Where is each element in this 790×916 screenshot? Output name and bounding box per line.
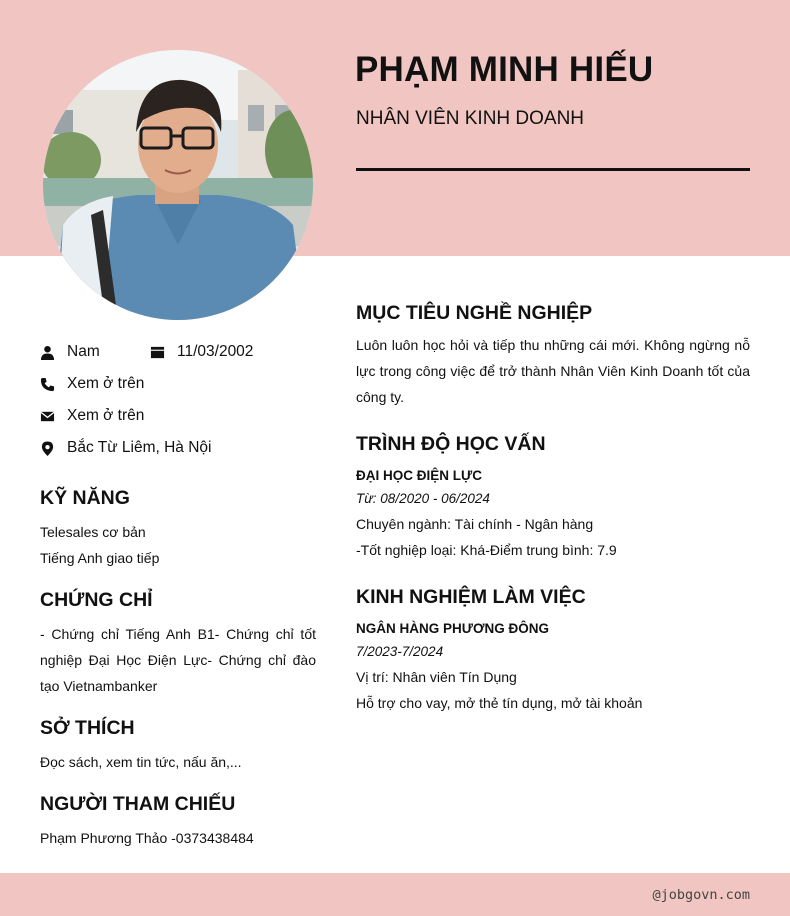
- objective-text: Luôn luôn học hỏi và tiếp thu những cái mới. Không ngừng nỗ lực trong công việc để trở thành Nhân Viên Kinh Doanh tốt của công ty.: [356, 337, 750, 405]
- education-school: ĐẠI HỌC ĐIỆN LỰC: [356, 468, 482, 483]
- certificates-text: - Chứng chỉ Tiếng Anh B1- Chứng chỉ tốt nghiệp Đại Học Điện Lực- Chứng chỉ đào tạo Vietnambanker: [40, 626, 316, 694]
- phone-info: [40, 375, 144, 393]
- certificates-heading: CHỨNG CHỈ: [40, 589, 153, 611]
- address-info: [40, 439, 211, 457]
- skill-item: Telesales cơ bản: [40, 524, 146, 540]
- education-period: Từ: 08/2020 - 06/2024: [356, 491, 490, 506]
- email-info: [40, 407, 144, 425]
- education-heading: TRÌNH ĐỘ HỌC VẤN: [356, 433, 546, 455]
- skills-heading: KỸ NĂNG: [40, 487, 130, 509]
- hobbies-heading: SỞ THÍCH: [40, 717, 135, 739]
- references-heading: NGƯỜI THAM CHIẾU: [40, 793, 236, 815]
- gender-value: Nam: [67, 343, 100, 360]
- experience-period: 7/2023-7/2024: [356, 644, 444, 659]
- education-grade: -Tốt nghiệp loại: Khá-Điểm trung bình: 7.9: [356, 542, 617, 558]
- objective-heading: MỤC TIÊU NGHỀ NGHIỆP: [356, 302, 593, 324]
- candidate-job-title: NHÂN VIÊN KINH DOANH: [356, 108, 585, 129]
- profile-photo: [43, 50, 313, 320]
- phone-value: Xem ở trên: [67, 375, 145, 392]
- title-divider: [356, 168, 750, 171]
- address-value: Bắc Từ Liêm, Hà Nội: [67, 439, 212, 456]
- experience-heading: KINH NGHIỆM LÀM VIỆC: [356, 586, 586, 608]
- experience-position: Vị trí: Nhân viên Tín Dụng: [356, 669, 517, 685]
- person-icon: [40, 345, 55, 360]
- footer-credit: @jobgovn.com: [652, 887, 750, 903]
- birthdate-info: [150, 343, 253, 361]
- location-pin-icon: [40, 441, 55, 456]
- skill-item: Tiếng Anh giao tiếp: [40, 550, 160, 566]
- experience-description: Hỗ trợ cho vay, mở thẻ tín dụng, mở tài khoản: [356, 695, 643, 711]
- email-value: Xem ở trên: [67, 407, 145, 424]
- birthdate-value: 11/03/2002: [177, 343, 254, 360]
- hobbies-text: Đọc sách, xem tin tức, nấu ăn,...: [40, 754, 242, 770]
- experience-company: NGÂN HÀNG PHƯƠNG ĐÔNG: [356, 621, 549, 636]
- phone-icon: [40, 377, 55, 392]
- calendar-icon: [150, 345, 165, 360]
- candidate-name: PHẠM MINH HIẾU: [355, 50, 654, 89]
- mail-icon: [40, 409, 55, 424]
- references-text: Phạm Phương Thảo -0373438484: [40, 830, 254, 846]
- education-major: Chuyên ngành: Tài chính - Ngân hàng: [356, 516, 594, 532]
- gender-info: [40, 343, 100, 361]
